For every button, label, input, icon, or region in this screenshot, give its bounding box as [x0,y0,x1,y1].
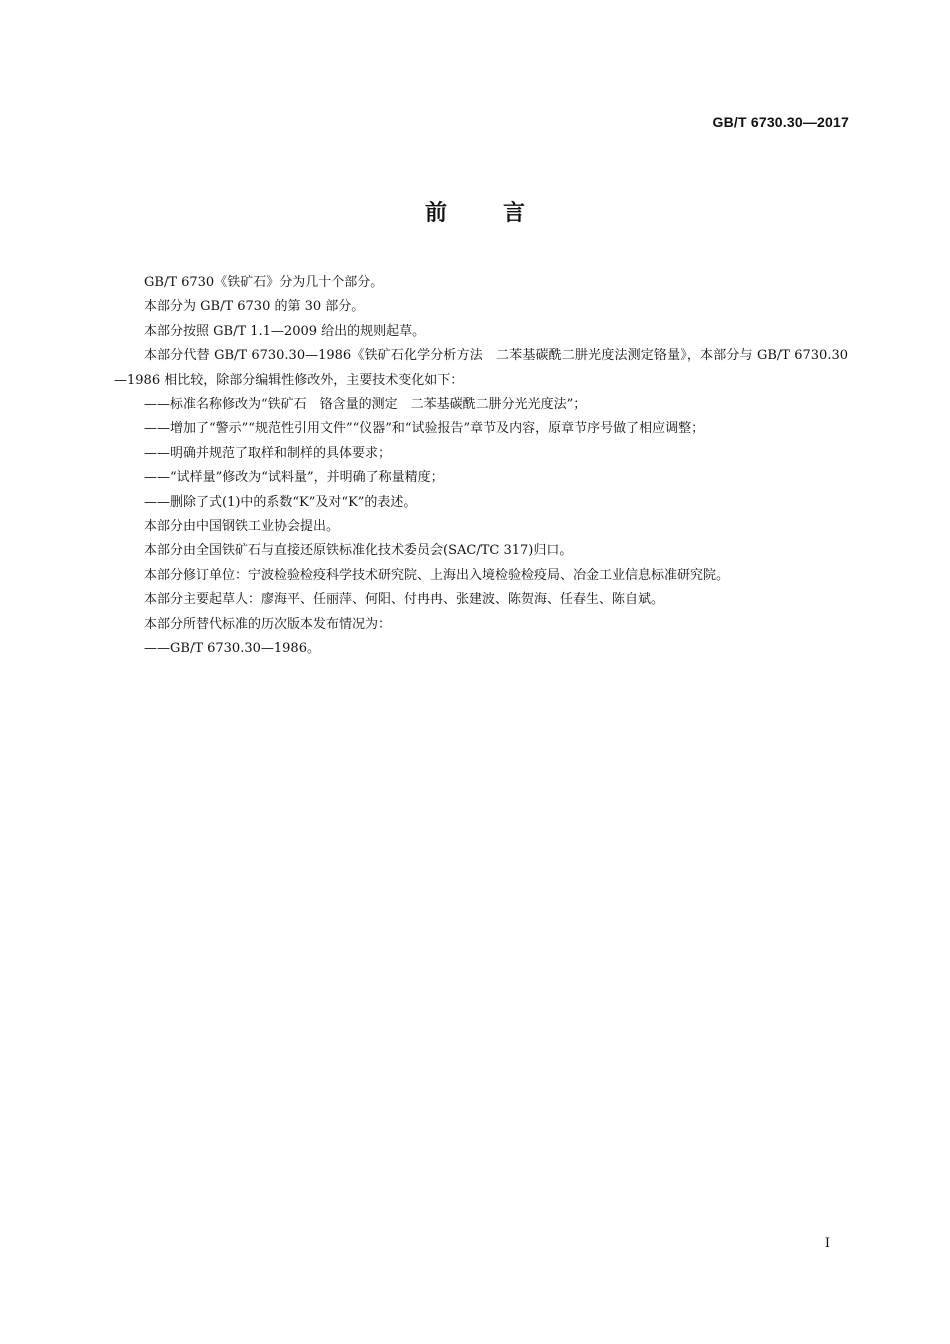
page-number: I [824,1236,830,1251]
paragraph-drafting-rules: 本部分按照 GB/T 1.1—2009 给出的规则起草。 [144,323,426,339]
page-title: 前言 [424,201,581,226]
paragraph-replacement: 本部分代替 GB/T 6730.30—1986《铁矿石化学分析方法 二苯基碳酰二肼光度法测定铬量》，本部分与 GB/T 6730.30—1986 相比较，除部分编辑性修改外，主要技术变化如下： [114,348,848,388]
paragraph-part-number: 本部分为 GB/T 6730 的第 30 部分。 [144,299,365,315]
paragraph-parts-overview: GB/T 6730《铁矿石》分为几十个部分。 [144,275,384,290]
foreword-body [114,271,848,662]
paragraph-previous-editions: 本部分所替代标准的历次版本发布情况为： [144,616,392,632]
paragraph-proposer: 本部分由中国钢铁工业协会提出。 [144,519,340,535]
change-item-added-sections: ——增加了“警示”“规范性引用文件”“仪器”和“试验报告”章节及内容，原章节序号做了相应调整； [144,421,705,437]
paragraph-revising-units: 本部分修订单位：宁波检验检疫科学技术研究院、上海出入境检验检疫局、冶金工业信息标准研究院。 [144,567,730,583]
standard-code: GB/T 6730.30—2017 [712,114,849,130]
change-item-sampling: ——明确并规范了取样和制样的具体要求； [144,445,392,461]
paragraph-committee: 本部分由全国铁矿石与直接还原铁标准化技术委员会(SAC/TC 317)归口。 [144,543,573,559]
change-item-formula: ——删除了式(1)中的系数“K”及对“K”的表述。 [144,494,417,510]
previous-edition-item: ——GB/T 6730.30—1986。 [144,641,320,657]
change-item-sample-mass: ——“试样量”修改为“试料量”，并明确了称量精度； [144,470,444,486]
change-item-title: ——标准名称修改为“铁矿石 铬含量的测定 二苯基碳酰二肼分光光度法”； [144,397,587,413]
paragraph-drafters: 本部分主要起草人：廖海平、任丽萍、何阳、付冉冉、张建波、陈贺海、任春生、陈自斌。 [144,592,665,608]
